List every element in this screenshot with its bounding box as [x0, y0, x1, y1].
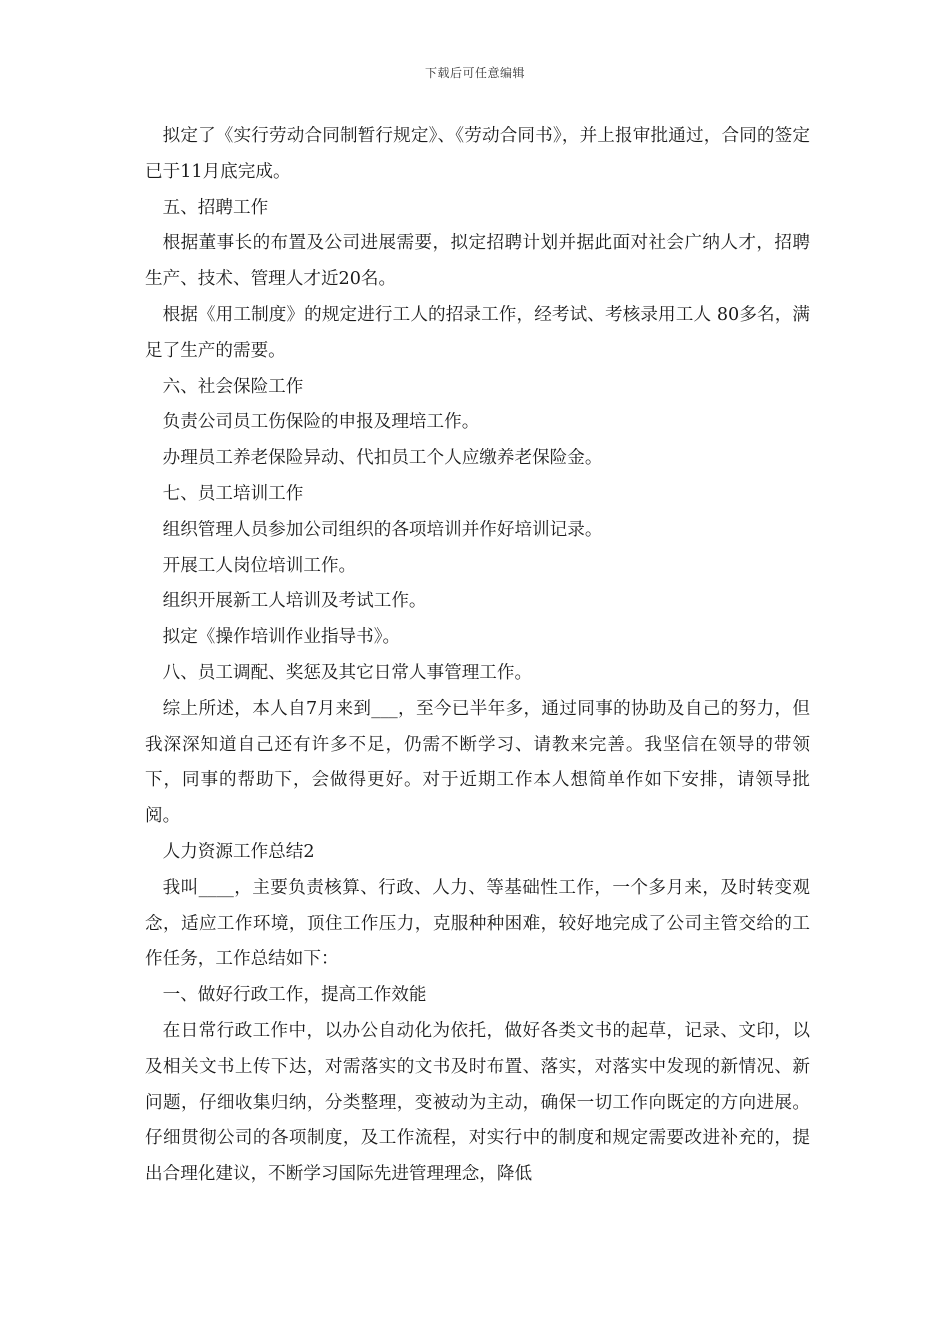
paragraph-injury-insurance: 负责公司员工伤保险的申报及理培工作。 — [162, 412, 480, 433]
paragraph-contract: 拟定了《实行劳动合同制暂行规定》、《劳动合同书》，并上报审批通过，合同的签定已于11月底完成。 — [145, 126, 810, 182]
paragraph-job-training: 开展工人岗位培训工作。 — [162, 555, 357, 576]
page-header: 下载后可任意编辑 — [424, 66, 525, 80]
paragraph-new-worker-training: 组织开展新工人培训及考试工作。 — [162, 591, 427, 612]
section-heading-recruitment: 五、招聘工作 — [162, 197, 269, 218]
paragraph-manager-training: 组织管理人员参加公司组织的各项培训并作好培训记录。 — [162, 519, 603, 540]
paragraph-pension-insurance: 办理员工养老保险异动、代扣员工个人应缴养老保险金。 — [162, 448, 603, 469]
paragraph-administration-work: 在日常行政工作中，以办公自动化为依托，做好各类文书的起草，记录、文印，以及相关文书上传下达，对需落实的文书及时布置、落实，对落实中发现的新情况、新问题，仔细收集归纳，分类整理，变被动为主动，确保一切工作向既定的方向进展。仔细贯彻公司的各项制度，及工作流程，对实行中的制度和规定需要改进补充的，提出合理化建议，不断学习国际先进管理理念，降低 — [145, 1020, 810, 1185]
section-heading-training: 七、员工培训工作 — [162, 483, 304, 504]
paragraph-worker-hiring: 根据《用工制度》的规定进行工人的招录工作，经考试、考核录用工人 80多名，满足了生产的需要。 — [145, 304, 810, 361]
paragraph-operation-guide: 拟定《操作培训作业指导书》。 — [162, 627, 401, 648]
section-heading-social-insurance: 六、社会保险工作 — [162, 376, 304, 397]
paragraph-summary: 综上所述，本人自7月来到___，至今已半年多，通过同事的协助及自己的努力，但我深深知道自己还有许多不足，仍需不断学习、请教来完善。我坚信在领导的带领下，同事的帮助下，会做得更好。对于近期工作本人想简单作如下安排，请领导批阅。 — [145, 698, 810, 827]
paragraph-introduction: 我叫____，主要负责核算、行政、人力、等基础性工作，一个多月来，及时转变观念，适应工作环境，顶住工作压力，克服种种困难，较好地完成了公司主管交给的工作任务，工作总结如下： — [145, 877, 810, 970]
document-body — [145, 119, 810, 1193]
section-heading-deployment: 八、员工调配、奖惩及其它日常人事管理工作。 — [162, 662, 533, 683]
section-heading-administration: 一、做好行政工作，提高工作效能 — [162, 985, 427, 1006]
paragraph-recruitment-plan: 根据董事长的布置及公司进展需要，拟定招聘计划并据此面对社会广纳人才，招聘生产、技术、管理人才近20名。 — [145, 233, 810, 290]
document-subtitle: 人力资源工作总结2 — [162, 841, 315, 862]
